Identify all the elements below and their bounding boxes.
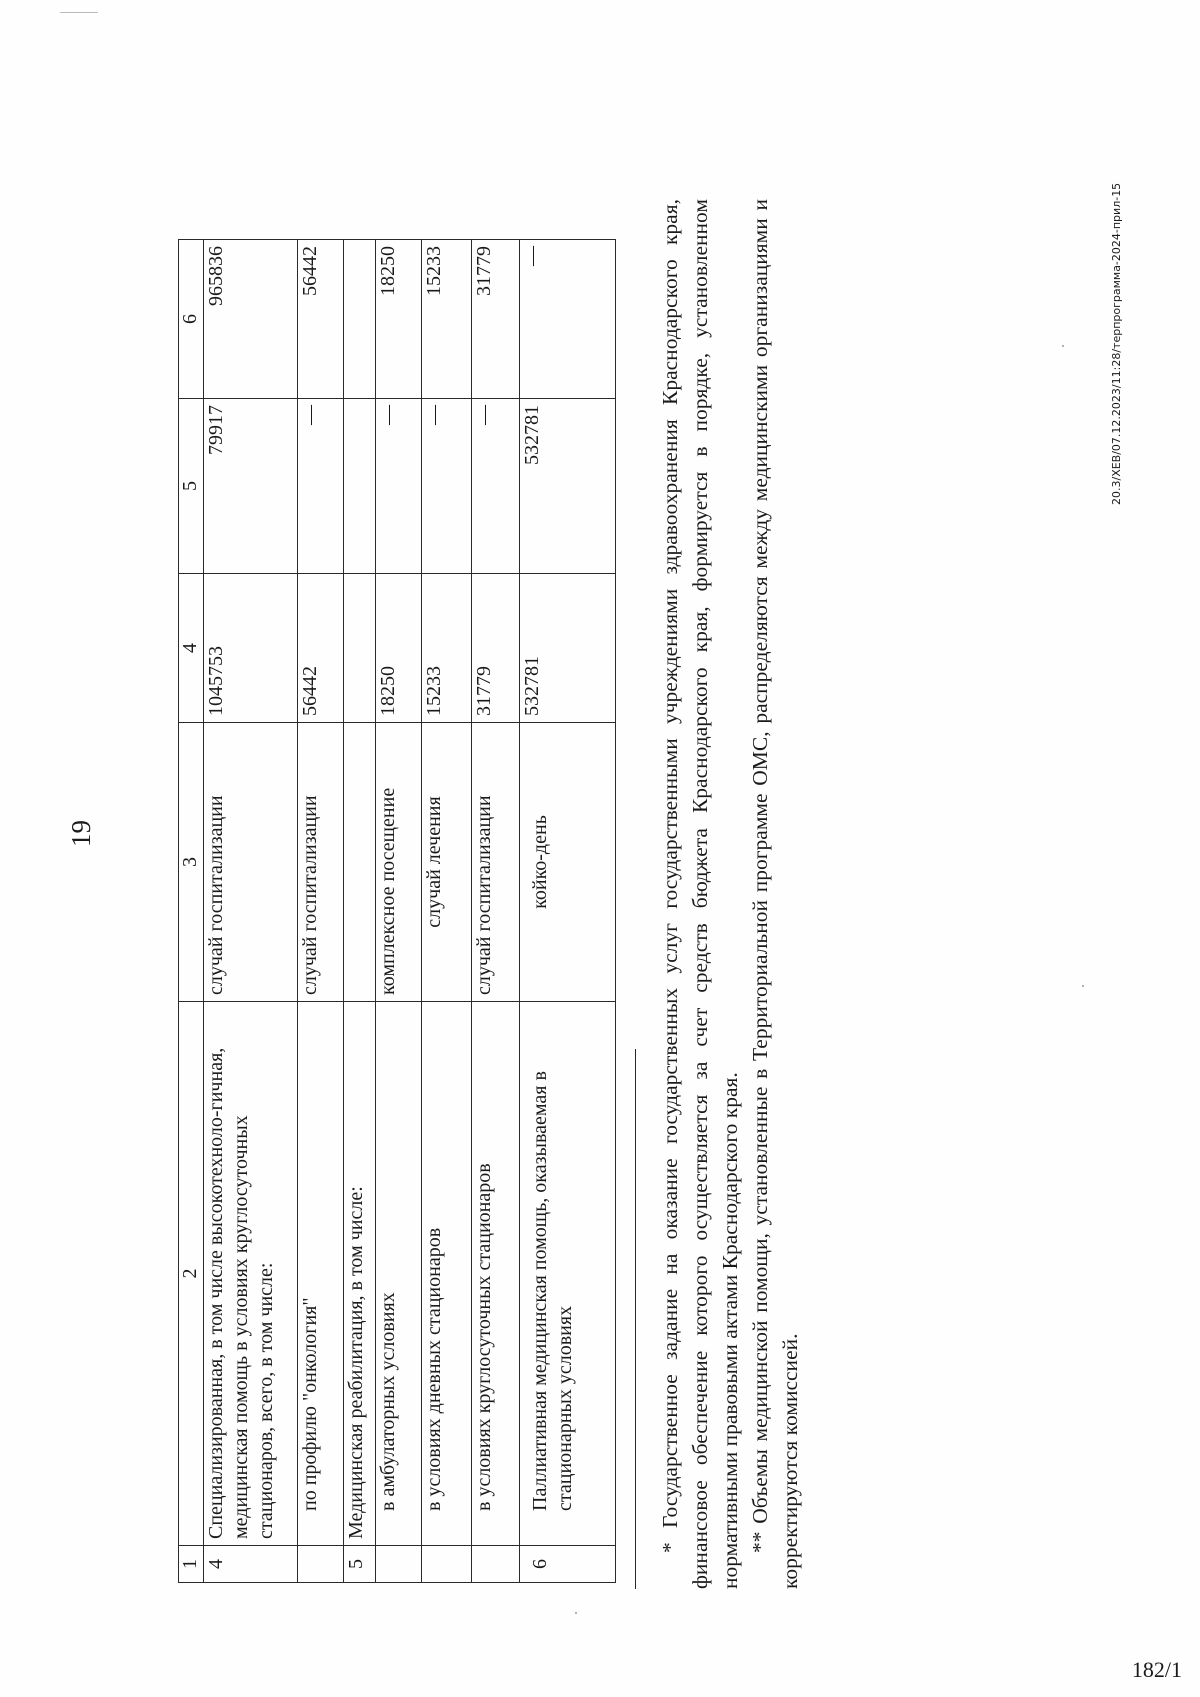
col5-volume-cell: 532781	[520, 399, 616, 574]
scan-mark	[60, 12, 98, 13]
unit-cell: случай госпитализации	[298, 723, 344, 1002]
care-type-cell: в условиях дневных стационаров	[422, 1002, 472, 1546]
col6-volume-cell: 15233	[422, 240, 472, 399]
col6-volume-cell: 18250	[376, 240, 422, 399]
page-number: 19	[66, 820, 96, 847]
row-number: 5	[344, 1546, 376, 1583]
row-number	[472, 1546, 520, 1583]
col5-volume-cell: —	[472, 399, 520, 574]
col5-volume-cell: —	[298, 399, 344, 574]
col6-volume-cell: 31779	[472, 240, 520, 399]
row-number	[298, 1546, 344, 1583]
medical-care-volume-table	[178, 239, 616, 1583]
table-header-row	[179, 240, 204, 1583]
row-number	[422, 1546, 472, 1583]
header-cell: 5	[179, 399, 204, 574]
col6-volume-cell: —	[520, 240, 616, 399]
col6-volume-cell: 965836	[204, 240, 298, 399]
footnote-separator	[635, 1049, 636, 1589]
col5-volume-cell	[344, 399, 376, 574]
table-row	[298, 240, 344, 1583]
unit-cell: случай лечения	[422, 723, 472, 1002]
col6-volume-cell	[344, 240, 376, 399]
care-type-cell: в условиях круглосуточных стационаров	[472, 1002, 520, 1546]
sheet-number: 182/1	[1131, 1657, 1182, 1682]
footnotes	[655, 199, 805, 1589]
file-stamp: 20.3/ХЕВ/07.12.2023/11:28/терпрограмма-2024-прил-15	[1110, 182, 1123, 505]
total-volume-cell: 18250	[376, 574, 422, 723]
total-volume-cell: 31779	[472, 574, 520, 723]
col5-volume-cell: —	[376, 399, 422, 574]
unit-cell: комплексное посещение	[376, 723, 422, 1002]
table-row	[472, 240, 520, 1583]
table-row	[204, 240, 298, 1583]
care-type-cell: Специализированная, в том числе высокотехноло-гичная, медицинская помощь в условиях круглосуточных стационаров, всего, в том числе:	[204, 1002, 298, 1546]
total-volume-cell: 15233	[422, 574, 472, 723]
row-number	[376, 1546, 422, 1583]
total-volume-cell	[344, 574, 376, 723]
unit-cell: случай госпитализации	[204, 723, 298, 1002]
unit-cell: койко-день	[520, 723, 616, 1002]
header-cell: 1	[179, 1546, 204, 1583]
unit-cell	[344, 723, 376, 1002]
unit-cell: случай госпитализации	[472, 723, 520, 1002]
footnote-2: ** Объемы медицинской помощи, установленные в Территориальной программе ОМС, распределяются между медицинскими организациями и корректируются комиссией.	[748, 199, 802, 1589]
care-type-cell: в амбулаторных условиях	[376, 1002, 422, 1546]
table-row	[422, 240, 472, 1583]
scan-speck	[575, 1612, 577, 1614]
total-volume-cell: 56442	[298, 574, 344, 723]
scan-speck	[1082, 985, 1084, 987]
care-type-cell: по профилю "онкология"	[298, 1002, 344, 1546]
header-cell: 6	[179, 240, 204, 399]
total-volume-cell: 532781	[520, 574, 616, 723]
col6-volume-cell: 56442	[298, 240, 344, 399]
total-volume-cell: 1045753	[204, 574, 298, 723]
table-row	[376, 240, 422, 1583]
footnote-1: * Государственное задание на оказание государственных услуг государственными учреждениями здравоохранения Краснодарского края, финансовое обеспечение которого осуществляется за счет средств бюджета Краснодарского края, формируется в порядке, установленном нормативными правовыми актами Краснодарского края.	[658, 199, 742, 1589]
table-row	[520, 240, 616, 1583]
row-number: 4	[204, 1546, 298, 1583]
header-cell: 2	[179, 1002, 204, 1546]
care-type-cell: Паллиативная медицинская помощь, оказываемая в стационарных условиях	[520, 1002, 616, 1546]
table-row	[344, 240, 376, 1583]
header-cell: 4	[179, 574, 204, 723]
row-number: 6	[520, 1546, 616, 1583]
care-type-cell: Медицинская реабилитация, в том числе:	[344, 1002, 376, 1546]
header-cell: 3	[179, 723, 204, 1002]
scan-speck	[1062, 345, 1064, 347]
col5-volume-cell: —	[422, 399, 472, 574]
col5-volume-cell: 79917	[204, 399, 298, 574]
